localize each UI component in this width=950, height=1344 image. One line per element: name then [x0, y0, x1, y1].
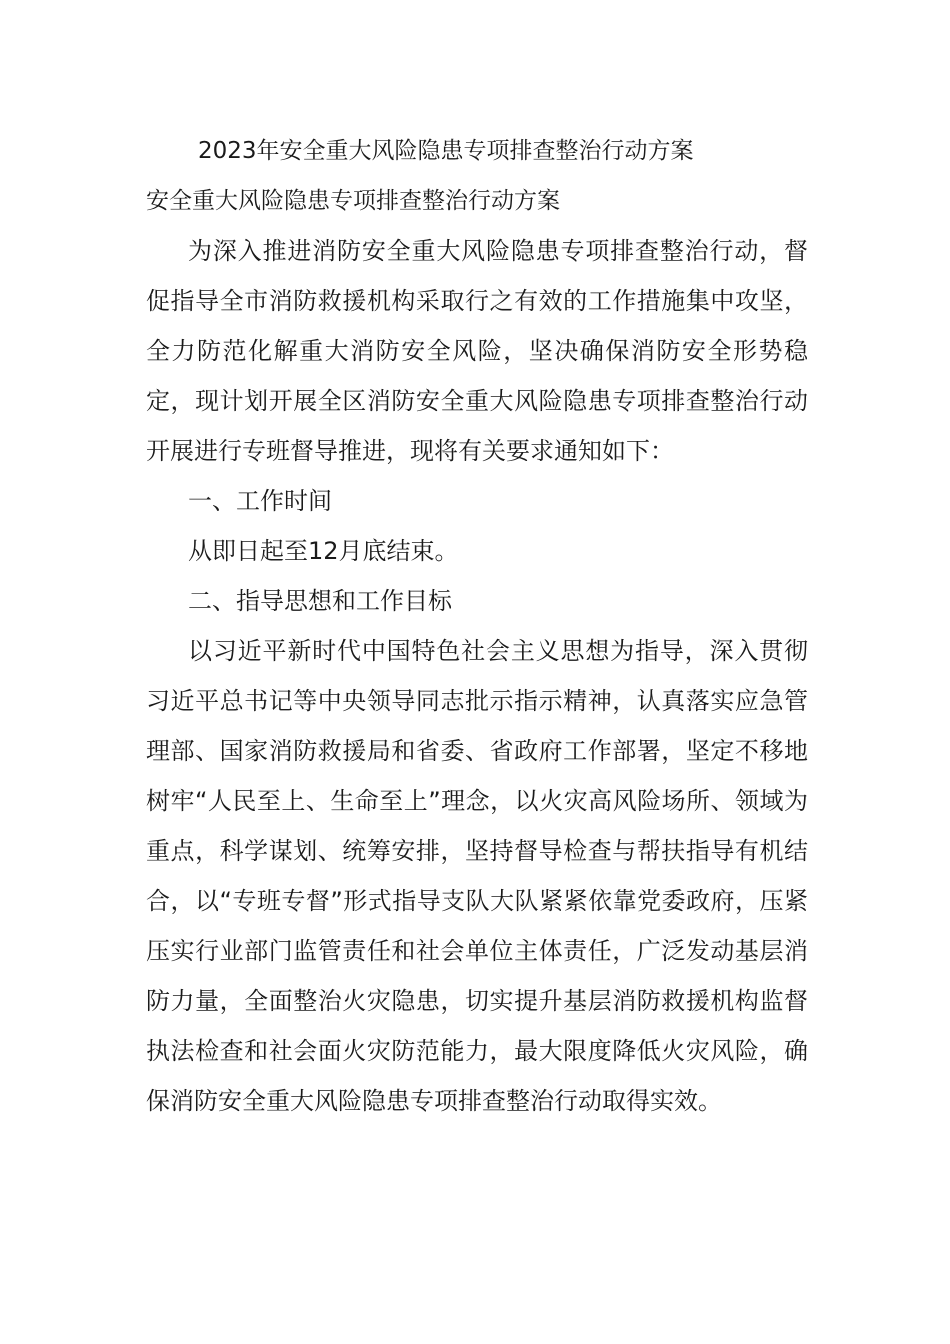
section-heading-guiding-ideology: 二、指导思想和工作目标 [188, 587, 452, 615]
document-title: 2023年安全重大风险隐患专项排查整治行动方案 [198, 138, 694, 164]
section-heading-work-time: 一、工作时间 [188, 487, 332, 515]
section-body-guiding-ideology: 以习近平新时代中国特色社会主义思想为指导，深入贯彻习近平总书记等中央领导同志批示指示精神，认真落实应急管理部、国家消防救援局和省委、省政府工作部署，坚定不移地树牢“人民至上、生命至上”理念，以火灾高风险场所、领域为重点，科学谋划、统筹安排，坚持督导检查与帮扶指导有机结合，以“专班专督”形式指导支队大队紧紧依靠党委政府，压紧压实行业部门监管责任和社会单位主体责任，广泛发动基层消防力量，全面整治火灾隐患，切实提升基层消防救援机构监督执法检查和社会面火灾防范能力，最大限度降低火灾风险，确保消防安全重大风险隐患专项排查整治行动取得实效。 [146, 637, 808, 1115]
intro-paragraph: 为深入推进消防安全重大风险隐患专项排查整治行动，督促指导全市消防救援机构采取行之有效的工作措施集中攻坚，全力防范化解重大消防安全风险，坚决确保消防安全形势稳定，现计划开展全区消防安全重大风险隐患专项排查整治行动开展进行专班督导推进，现将有关要求通知如下： [146, 237, 808, 465]
document-content [146, 126, 808, 1126]
document-subtitle: 安全重大风险隐患专项排查整治行动方案 [146, 188, 560, 214]
section-body-work-time: 从即日起至12月底结束。 [188, 537, 459, 565]
